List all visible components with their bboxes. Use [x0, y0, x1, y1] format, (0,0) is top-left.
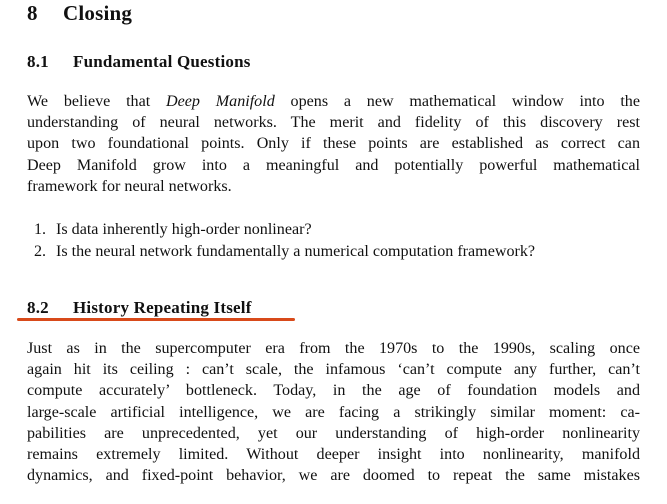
paragraph-line: compute accurately’ bottleneck. Today, in the age of foundation models and — [27, 382, 640, 400]
subsection-number: 8.1 — [27, 52, 49, 71]
subsection-title: Fundamental Questions — [73, 52, 251, 71]
text-run: We believe that — [27, 93, 166, 110]
paragraph-line: framework for neural networks. — [27, 177, 232, 195]
list-item-text: Is the neural network fundamentally a numerical computation framework? — [56, 243, 536, 260]
subsection-heading-fundamental-questions — [27, 52, 251, 72]
question-list — [34, 219, 535, 263]
paragraph-line: again hit its ceiling : can’t scale, the infamous ‘can’t compute any further, can’t — [27, 361, 640, 379]
paragraph-fundamental-questions — [27, 91, 640, 197]
paragraph-line: remains extremely limited. Without deeper insight into nonlinearity, manifold — [27, 445, 640, 463]
paragraph-line: dynamics, and fixed-point behavior, we are doomed to repeat the same mistakes — [27, 467, 640, 485]
subsection-title: History Repeating Itself — [73, 298, 252, 317]
subsection-heading-history-repeating — [27, 298, 252, 318]
paragraph-line — [27, 91, 640, 112]
list-item-number: 1. — [34, 221, 47, 238]
list-item-number: 2. — [34, 243, 47, 260]
subsection-number: 8.2 — [27, 298, 49, 317]
text-run: opens a new mathematical window into the — [274, 93, 640, 110]
section-heading — [27, 1, 132, 26]
section-title: Closing — [63, 1, 133, 25]
paragraph-history-repeating — [27, 338, 640, 486]
paragraph-line: Deep Manifold grow into a meaningful and potentially powerful mathematical — [27, 156, 640, 174]
paragraph-line: upon two foundational points. Only if these points are established as correct can — [27, 135, 640, 153]
section-number: 8 — [27, 1, 38, 25]
list-item — [34, 219, 535, 241]
paragraph-line: understanding of neural networks. The merit and fidelity of this discovery rest — [27, 114, 640, 132]
list-item — [34, 241, 535, 263]
paragraph-line: Just as in the supercomputer era from the 1970s to the 1990s, scaling once — [27, 340, 640, 357]
paragraph-line: large-scale artificial intelligence, we are facing a strikingly similar moment: ca- — [27, 403, 640, 421]
paragraph-line: pabilities are unprecedented, yet our understanding of high-order nonlinearity — [27, 424, 640, 442]
emphasis-text: Deep Manifold — [166, 93, 275, 110]
list-item-text: Is data inherently high-order nonlinear? — [56, 221, 312, 238]
highlight-underline — [17, 318, 295, 321]
